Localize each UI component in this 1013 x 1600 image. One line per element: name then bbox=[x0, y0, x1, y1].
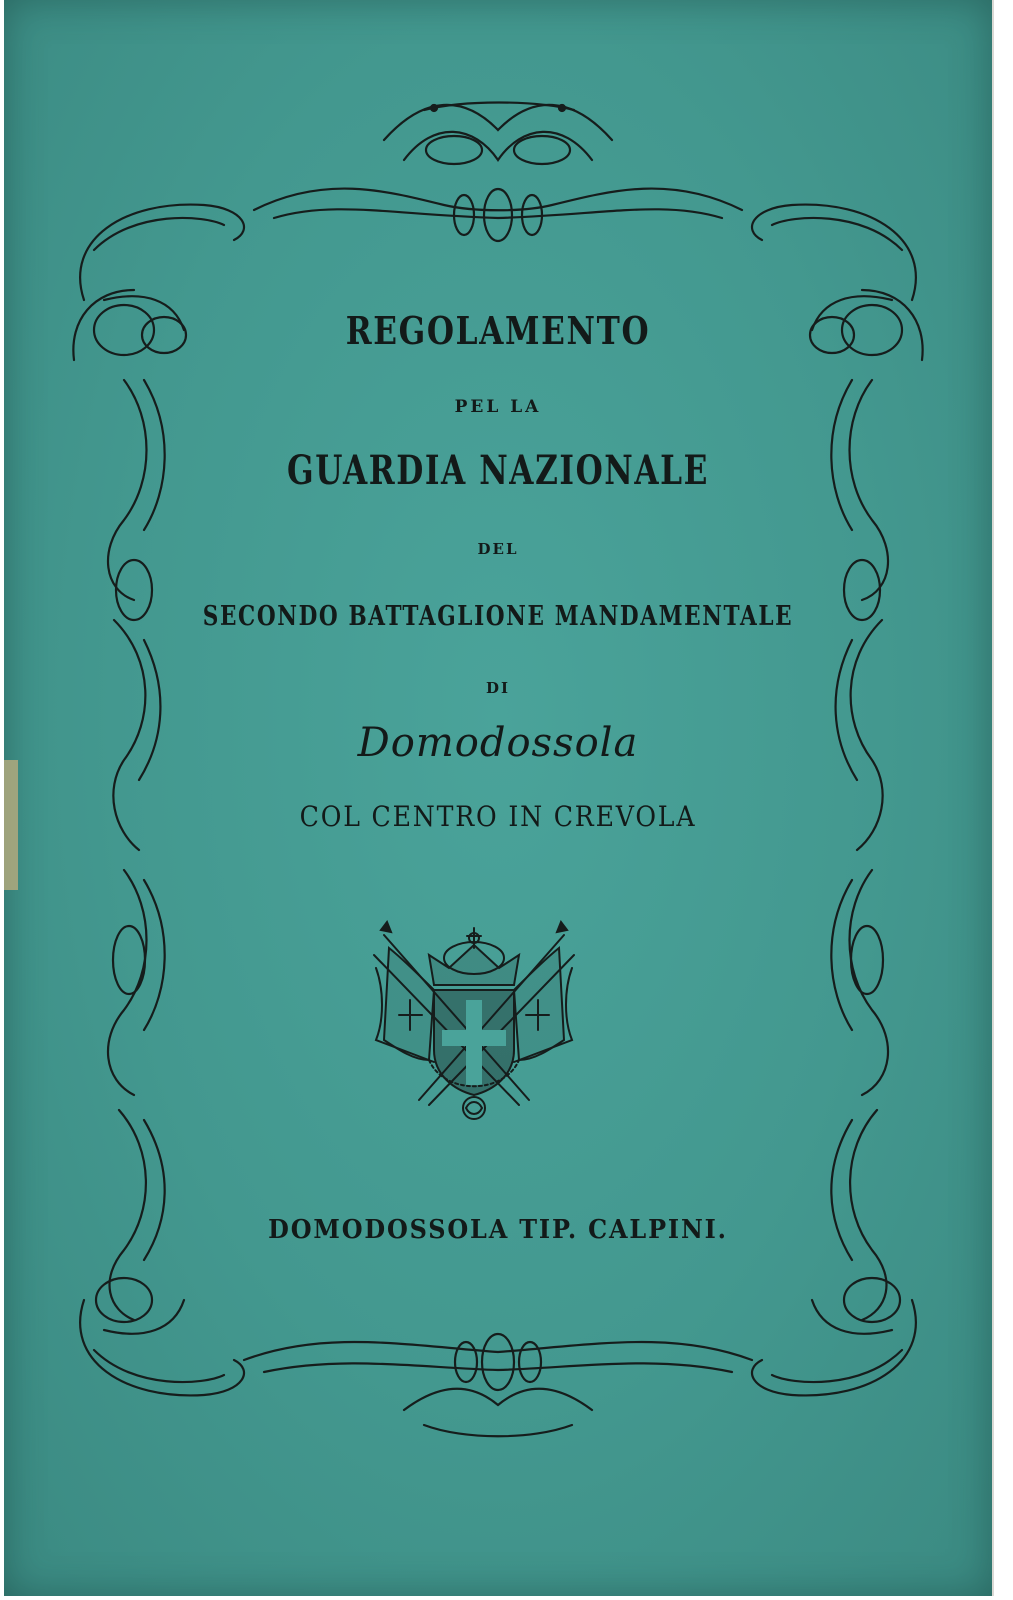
heading-battaglione: SECONDO BATTAGLIONE MANDAMENTALE bbox=[202, 601, 794, 632]
left-side-flourish bbox=[108, 380, 165, 1320]
bottom-flourish bbox=[244, 1334, 752, 1436]
booklet-cover bbox=[4, 0, 994, 1596]
connector-di: DI bbox=[485, 679, 511, 697]
printer-imprint: DOMODOSSOLA TIP. CALPINI. bbox=[268, 1215, 728, 1245]
bottom-right-corner-flourish bbox=[752, 1278, 916, 1395]
heading-guardia-nazionale: GUARDIA NAZIONALE bbox=[286, 447, 709, 494]
top-flourish bbox=[254, 103, 742, 242]
subheading-centro: COL CENTRO IN CREVOLA bbox=[299, 800, 697, 833]
bottom-left-corner-flourish bbox=[80, 1278, 244, 1395]
cover-title: REGOLAMENTO bbox=[345, 308, 651, 353]
place-name-script: Domodossola bbox=[357, 720, 639, 766]
calligraphic-border-ornament bbox=[4, 0, 992, 1596]
right-side-flourish bbox=[831, 380, 888, 1320]
subtitle-pel-la: PEL LA bbox=[454, 397, 542, 417]
connector-del: DEL bbox=[477, 540, 519, 558]
